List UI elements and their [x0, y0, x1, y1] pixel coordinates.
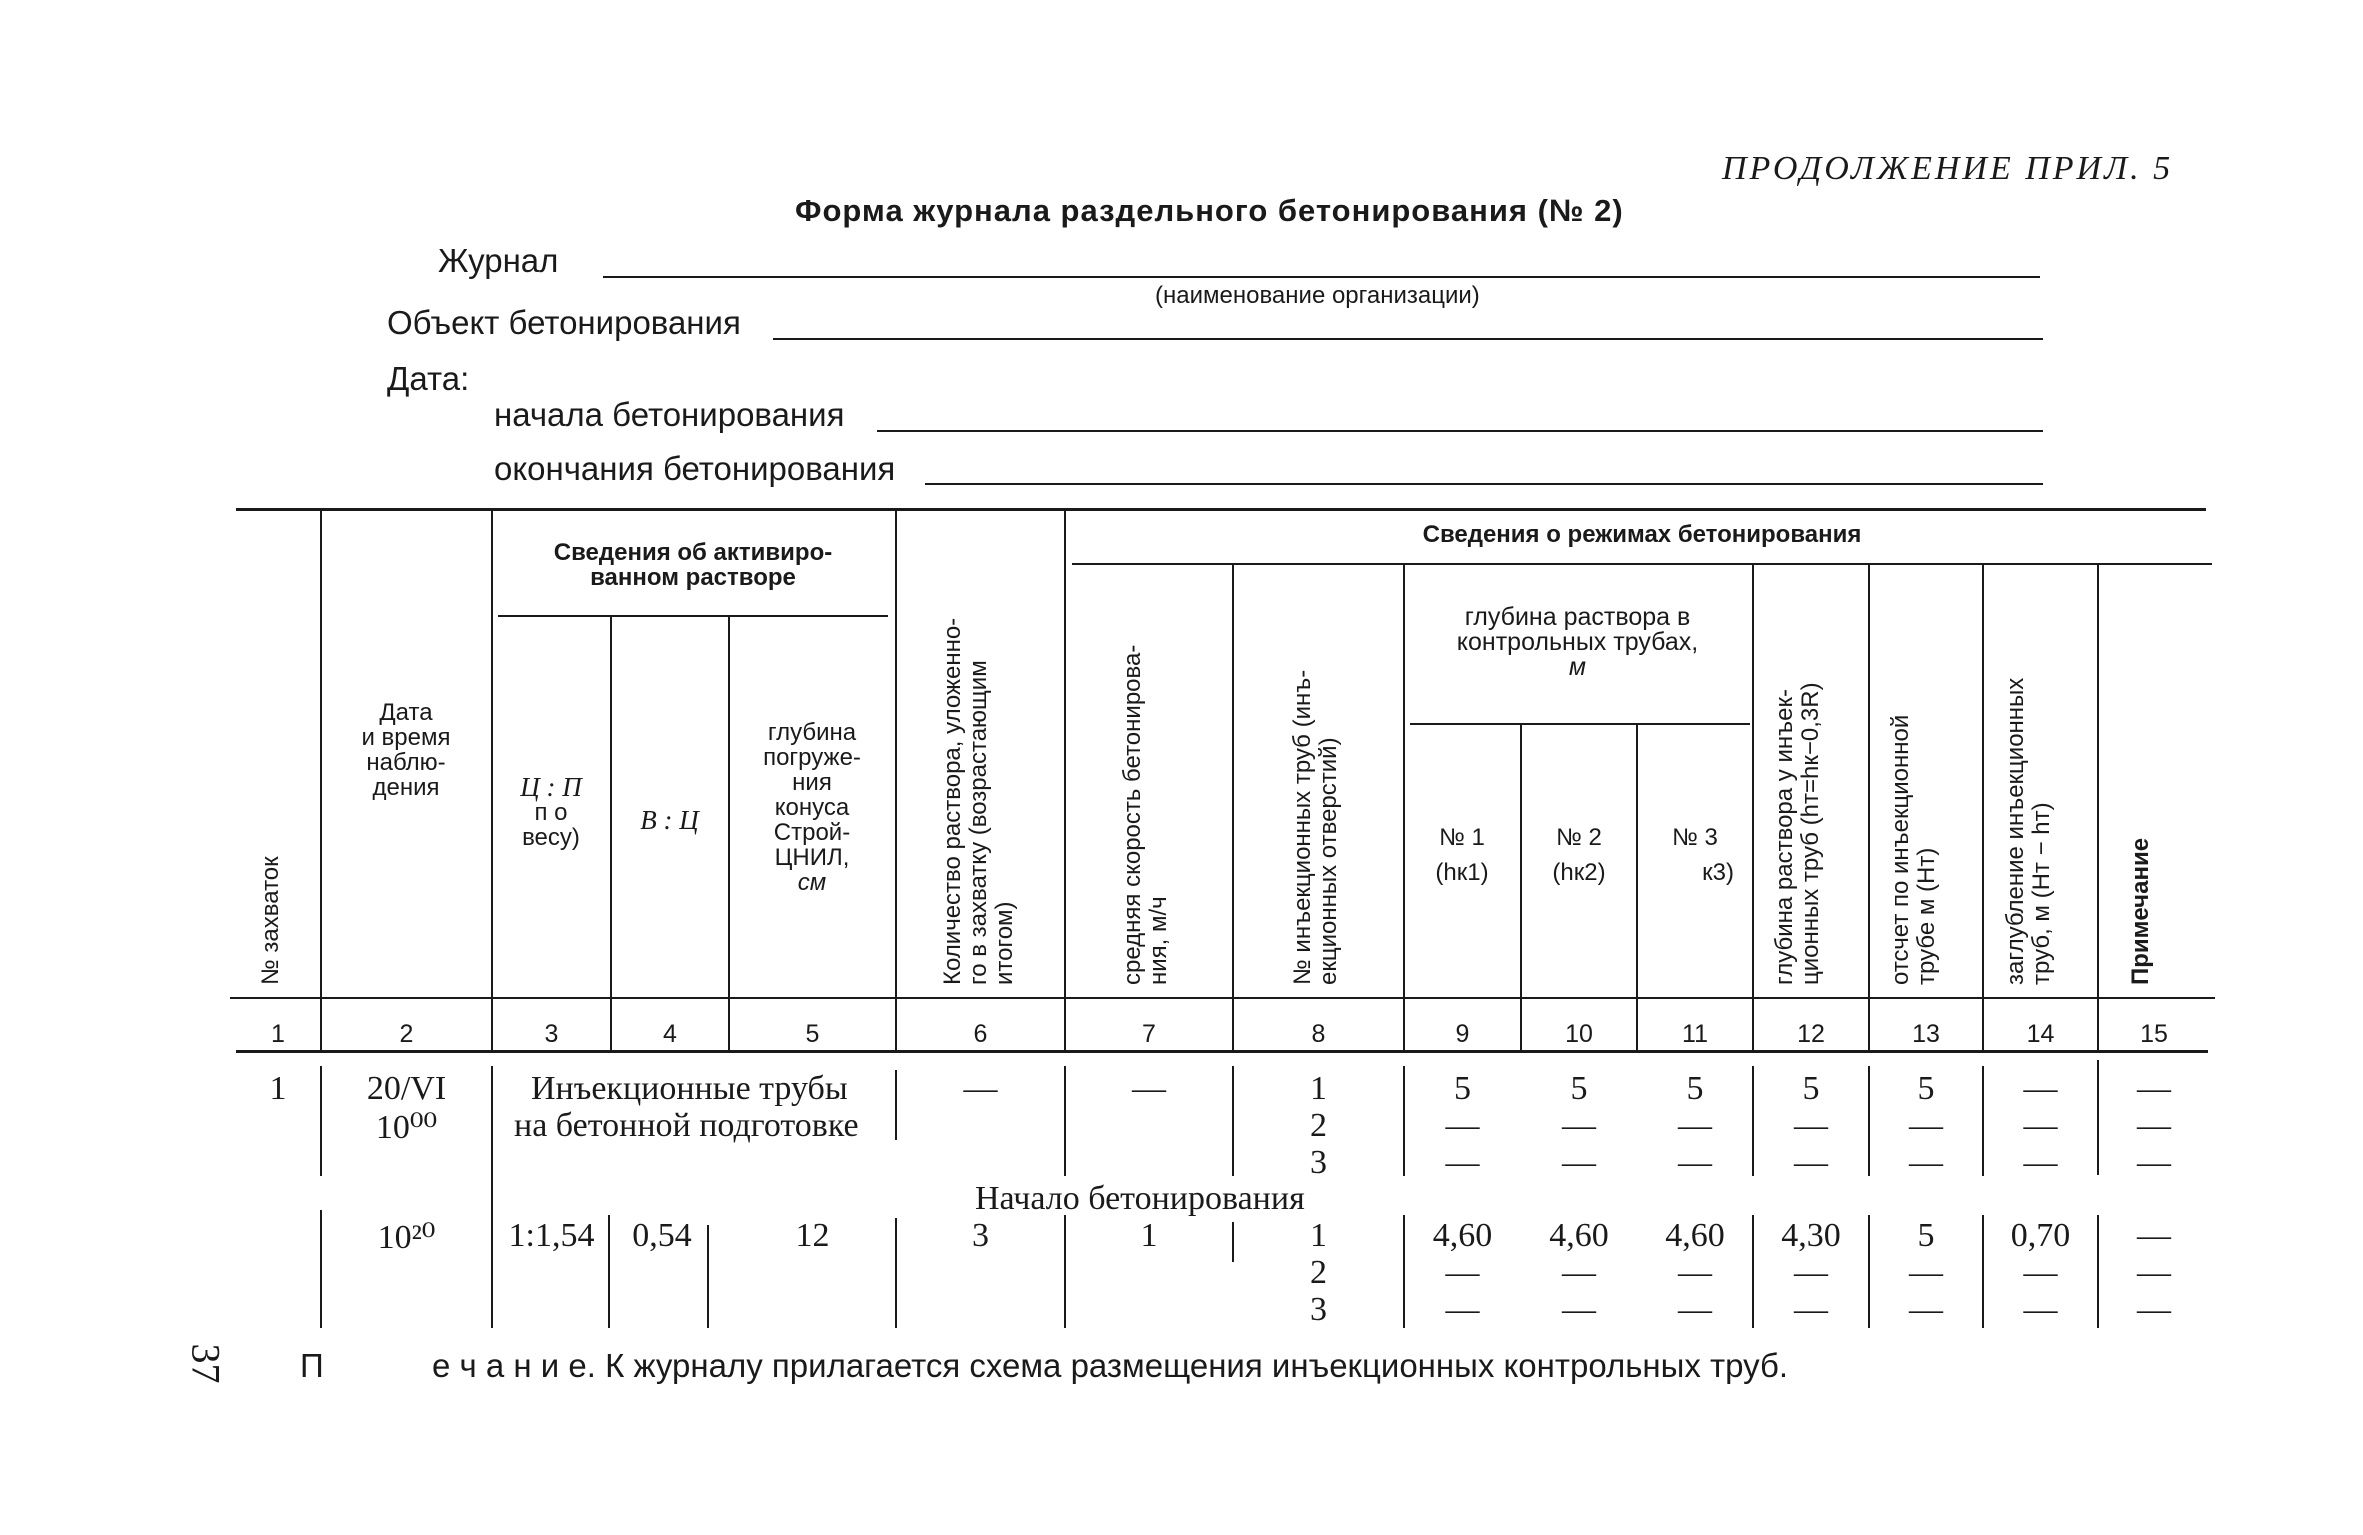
row2-depth: 12 — [795, 1217, 830, 1254]
row2-val: — — [1678, 1254, 1712, 1291]
col9-header: № 1 (hк1) — [1435, 824, 1489, 886]
row2-val: — — [1794, 1254, 1828, 1291]
row2-cp: 1:1,54 — [508, 1217, 595, 1254]
col-number: 15 — [2140, 1020, 2168, 1048]
row1-val: — — [1562, 1144, 1596, 1181]
col7-header: средняя скорость бетонирова- ния, м/ч — [1119, 644, 1172, 985]
vline-13 — [1868, 565, 1870, 1051]
row1-val: — — [2137, 1144, 2171, 1181]
col8-header: № инъекционных труб (инъ- екционных отверстий) — [1289, 669, 1342, 985]
col-number: 3 — [544, 1020, 559, 1048]
row1-val: — — [2023, 1144, 2058, 1181]
row2-val: — — [1562, 1291, 1596, 1328]
col-number: 1 — [271, 1020, 285, 1048]
col-number: 4 — [663, 1020, 677, 1048]
vline-5 — [728, 617, 730, 1051]
col-number: 5 — [805, 1020, 820, 1048]
vline-4 — [610, 617, 612, 1051]
row2-val: — — [2137, 1217, 2171, 1254]
col1-header: № захваток — [257, 856, 284, 985]
row1-time: 10⁰⁰ — [375, 1109, 438, 1146]
col-number: 10 — [1565, 1020, 1593, 1048]
note-start: П — [300, 1347, 324, 1384]
row2-val: — — [2023, 1254, 2058, 1291]
group-b-divider — [1072, 563, 2212, 565]
page-number: 37 — [183, 1343, 229, 1384]
table-top-border — [236, 508, 2206, 511]
row2-tube: 2 — [1310, 1254, 1327, 1291]
vline-2 — [320, 511, 322, 1051]
col-number: 7 — [1142, 1020, 1156, 1048]
header-bottom-line — [230, 997, 2215, 999]
vline-11 — [1636, 725, 1638, 1051]
row1-tube: 1 — [1310, 1070, 1327, 1107]
row1-val: — — [2023, 1070, 2058, 1107]
continuation-header: ПРОДОЛЖЕНИЕ ПРИЛ. 5 — [1722, 150, 2174, 187]
row2-val: 0,70 — [2010, 1217, 2071, 1254]
org-caption: (наименование организации) — [1155, 282, 1480, 309]
row2-tube: 3 — [1310, 1291, 1327, 1328]
row1-val: 5 — [1802, 1070, 1820, 1107]
object-label: Объект бетонирования — [387, 304, 741, 341]
row2-time: 10²⁰ — [377, 1219, 436, 1256]
row2-val: — — [1909, 1291, 1943, 1328]
col-number: 11 — [1682, 1020, 1708, 1048]
row2-val: — — [1909, 1254, 1943, 1291]
row1-val: 5 — [1570, 1070, 1588, 1107]
row2-val: — — [1445, 1291, 1480, 1328]
row2-val: 4,60 — [1432, 1217, 1493, 1254]
vline-7 — [1064, 511, 1066, 1051]
col12-header: глубина раствора у инъек- ционных труб (hт=hк−0,3R) — [1771, 682, 1824, 985]
journal-line — [603, 276, 2040, 278]
row1-val: 5 — [1686, 1070, 1704, 1107]
row1-val: 5 — [1917, 1070, 1935, 1107]
row2-val: 4,60 — [1665, 1217, 1725, 1254]
vline-15 — [2097, 565, 2099, 1051]
row1-val: — — [2137, 1107, 2171, 1144]
body-vline — [491, 1066, 493, 1328]
row1-val: 5 — [1454, 1070, 1471, 1107]
row2-tube: 1 — [1310, 1217, 1327, 1254]
row1-tube: 3 — [1310, 1144, 1327, 1181]
col6-header: Количество раствора, уложенно- го в захватку (возрастающим итогом) — [939, 617, 1018, 985]
col5-header: глубина погруже- ния конуса Строй- ЦНИЛ, см — [763, 719, 861, 896]
col-number: 12 — [1797, 1020, 1825, 1048]
row1-val: — — [1909, 1144, 1943, 1181]
start-concreting-text: Начало бетонирования — [975, 1180, 1305, 1217]
row1-speed: — — [1132, 1070, 1166, 1107]
row2-qty: 3 — [972, 1217, 989, 1254]
row1-val: — — [1678, 1144, 1712, 1181]
row1-val: — — [1445, 1144, 1480, 1181]
column-numbers-line — [236, 1050, 2208, 1053]
row1-qty: — — [963, 1070, 998, 1107]
col-number: 13 — [1912, 1020, 1940, 1048]
row1-val: — — [2023, 1107, 2058, 1144]
row1-val: — — [1794, 1107, 1828, 1144]
col-number: 9 — [1455, 1020, 1470, 1048]
col10-header: № 2 (hк2) — [1552, 824, 1606, 886]
row2-val: 4,60 — [1549, 1217, 1609, 1254]
row2-val: — — [1445, 1254, 1480, 1291]
row2-val: — — [2137, 1254, 2171, 1291]
group-a-header: Сведения об активиро- ванном растворе — [553, 539, 833, 591]
start-date-line — [877, 430, 2043, 432]
row2-vc: 0,54 — [632, 1217, 692, 1254]
end-date-line — [925, 483, 2043, 485]
row2-speed: 1 — [1140, 1217, 1158, 1254]
row2-val: — — [2023, 1291, 2058, 1328]
row1-val: — — [1794, 1144, 1828, 1181]
group-b-header: Сведения о режимах бетонирования — [1422, 521, 1862, 548]
vline-6 — [895, 511, 897, 1051]
row1-val: — — [1909, 1107, 1943, 1144]
group-a-divider — [498, 615, 888, 617]
col14-header: заглубление инъекционных труб, м (Hт − hт) — [2002, 677, 2055, 985]
row1-val: — — [1678, 1107, 1712, 1144]
row1-val: — — [1445, 1107, 1480, 1144]
footer-note: е ч а н и е. К журналу прилагается схема размещения инъекционных контрольных труб. — [432, 1347, 1789, 1384]
row1-date: 20/VI — [366, 1070, 447, 1107]
col13-header: отсчет по инъекционной трубе м (Hт) — [1887, 714, 1940, 985]
col11-header: № 3 к3) — [1672, 824, 1734, 886]
date-label: Дата: — [387, 360, 470, 397]
row2-val: — — [2137, 1291, 2171, 1328]
col3-header: Ц : П п о весу) — [520, 772, 582, 851]
vline-14 — [1982, 565, 1984, 1051]
row2-val: — — [1678, 1291, 1712, 1328]
row2-val: 4,30 — [1781, 1217, 1841, 1254]
vline-10 — [1520, 725, 1522, 1051]
row1-note-line1: Инъекционные трубы — [531, 1070, 848, 1107]
row2-val: 5 — [1917, 1217, 1935, 1254]
row1-val: — — [2137, 1070, 2171, 1107]
col-number: 14 — [2026, 1020, 2055, 1048]
row2-val: — — [1794, 1291, 1828, 1328]
vline-12 — [1752, 565, 1754, 1051]
col15-header: Примечание — [2127, 837, 2154, 985]
col4-header: В : Ц — [640, 805, 699, 835]
object-line — [773, 338, 2043, 340]
group-c-divider — [1410, 723, 1750, 725]
col2-header: Дата и время наблю- дения — [361, 699, 451, 801]
row1-no: 1 — [269, 1070, 287, 1107]
row2-val: — — [1562, 1254, 1596, 1291]
row1-note-line2: на бетонной подготовке — [514, 1107, 859, 1144]
row1-val: — — [1562, 1107, 1596, 1144]
col-number: 8 — [1311, 1020, 1326, 1048]
col-number: 6 — [973, 1020, 988, 1048]
journal-label: Журнал — [438, 242, 559, 279]
col-number: 2 — [399, 1020, 414, 1048]
row1-tube: 2 — [1310, 1107, 1327, 1144]
form-title: Форма журнала раздельного бетонирования (№ 2) — [795, 193, 1624, 228]
start-date-label: начала бетонирования — [494, 396, 845, 433]
vline-3 — [491, 511, 493, 1051]
group-c-header: глубина раствора в контрольных трубах, м — [1456, 603, 1699, 681]
vline-8 — [1232, 565, 1234, 1051]
end-date-label: окончания бетонирования — [494, 450, 896, 487]
